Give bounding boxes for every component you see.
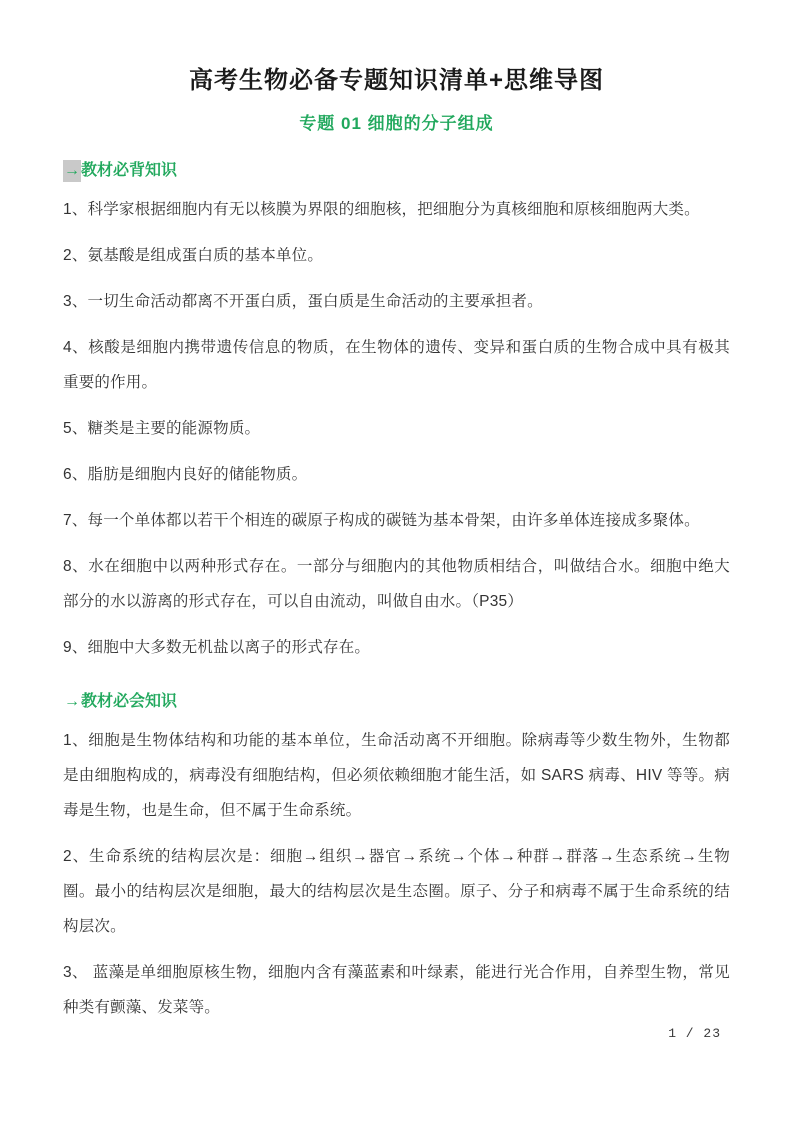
list-item: 1、细胞是生物体结构和功能的基本单位，生命活动离不开细胞。除病毒等少数生物外，生物都是由细胞构成的，病毒没有细胞结构，但必须依赖细胞才能生活，如 SARS 病毒、HIV 等等。病毒是生物，也是生命，但不属于生命系统。 <box>63 732 730 819</box>
section-heading-label: 教材必背知识 <box>81 162 178 179</box>
section-must-know <box>63 691 730 1025</box>
section-heading-label: 教材必会知识 <box>81 693 178 710</box>
list-item: 6、脂肪是细胞内良好的储能物质。 <box>63 466 308 483</box>
arrow-icon: → <box>63 160 81 182</box>
list-item: 7、每一个单体都以若干个相连的碳原子构成的碳链为基本骨架，由许多单体连接成多聚体。 <box>63 512 700 529</box>
list-item: 2、氨基酸是组成蛋白质的基本单位。 <box>63 247 324 264</box>
list-item: 5、糖类是主要的能源物质。 <box>63 420 261 437</box>
list-item: 8、水在细胞中以两种形式存在。一部分与细胞内的其他物质相结合，叫做结合水。细胞中绝大部分的水以游离的形式存在，可以自由流动，叫做自由水。（P35） <box>63 558 730 610</box>
page-subtitle: 专题 01 细胞的分子组成 <box>299 114 494 133</box>
section-must-memorize <box>63 160 730 665</box>
section-heading <box>63 691 730 713</box>
list-item: 1、科学家根据细胞内有无以核膜为界限的细胞核，把细胞分为真核细胞和原核细胞两大类。 <box>63 201 700 218</box>
list-item: 3、一切生命活动都离不开蛋白质，蛋白质是生命活动的主要承担者。 <box>63 293 543 310</box>
page-title: 高考生物必备专题知识清单+思维导图 <box>188 67 604 94</box>
page-number: 1 / 23 <box>668 1026 721 1041</box>
list-item: 4、核酸是细胞内携带遗传信息的物质，在生物体的遗传、变异和蛋白质的生物合成中具有极其重要的作用。 <box>63 339 730 391</box>
section-heading <box>63 160 730 182</box>
arrow-icon: → <box>64 693 80 710</box>
list-item: 3、 蓝藻是单细胞原核生物，细胞内含有藻蓝素和叶绿素，能进行光合作用，自养型生物，常见种类有颤藻、发菜等。 <box>63 964 730 1016</box>
list-item: 9、细胞中大多数无机盐以离子的形式存在。 <box>63 639 371 656</box>
list-item: 2、生命系统的结构层次是：细胞→组织→器官→系统→个体→种群→群落→生态系统→生物圈。最小的结构层次是细胞，最大的结构层次是生态圈。原子、分子和病毒不属于生命系统的结构层次。 <box>63 848 730 935</box>
